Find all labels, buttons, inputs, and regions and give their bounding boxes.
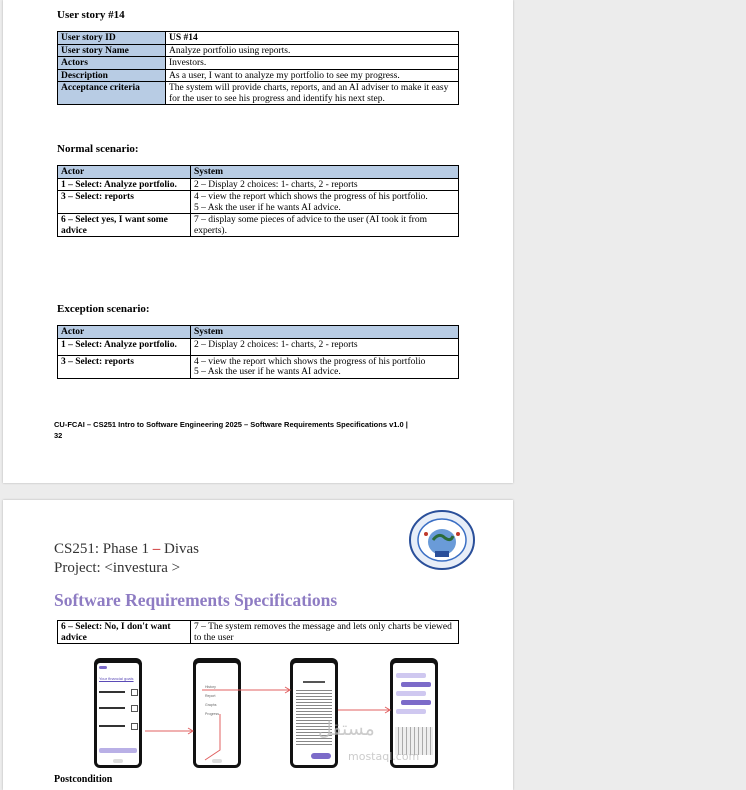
row-label: Description bbox=[58, 69, 166, 82]
col-system: System bbox=[191, 166, 459, 179]
watermark: مستقل bbox=[318, 718, 375, 740]
menu-item: History bbox=[205, 685, 216, 689]
system-cell: 7 – display some pieces of advice to the user (AI took it from experts). bbox=[191, 214, 459, 237]
row-label: Actors bbox=[58, 57, 166, 70]
system-cell: 7 – The system removes the message and lets only charts be viewed to the user bbox=[191, 621, 459, 644]
col-actor: Actor bbox=[58, 166, 191, 179]
menu-item: Progress bbox=[205, 712, 220, 716]
actor-cell: 3 – Select: reports bbox=[58, 191, 191, 214]
user-story-heading: User story #14 bbox=[57, 9, 125, 21]
project-name: Project: <investura > bbox=[54, 560, 181, 576]
row-value: Investors. bbox=[166, 57, 459, 70]
phase-suffix: Divas bbox=[160, 541, 200, 557]
row-value: Analyze portfolio using reports. bbox=[166, 44, 459, 57]
actor-cell: 3 – Select: reports bbox=[58, 355, 191, 378]
system-cell: 4 – view the report which shows the progress of his portfolio 5 – Ask the user if he wants AI advice. bbox=[191, 355, 459, 378]
system-cell: 2 – Display 2 choices: 1- charts, 2 - reports bbox=[191, 338, 459, 355]
actor-cell: 6 – Select yes, I want some advice bbox=[58, 214, 191, 237]
col-system: System bbox=[191, 326, 459, 339]
row-value: US #14 bbox=[166, 32, 459, 45]
col-actor: Actor bbox=[58, 326, 191, 339]
phase-prefix: CS251: Phase 1 bbox=[54, 541, 153, 557]
postcondition-heading: Postcondition bbox=[54, 774, 113, 785]
actor-cell: 1 – Select: Analyze portfolio. bbox=[58, 338, 191, 355]
row-label: Acceptance criteria bbox=[58, 82, 166, 105]
row-value: As a user, I want to analyze my portfolio to see my progress. bbox=[166, 69, 459, 82]
financial-goals-link: Your financial goals bbox=[99, 676, 134, 681]
watermark-url: mostaql.com bbox=[348, 750, 420, 763]
phase-dash: – bbox=[152, 541, 161, 557]
row-value: The system will provide charts, reports, and an AI adviser to make it easy for the user to see his progress and identify his next step. bbox=[166, 82, 459, 105]
actor-cell: 6 – Select: No, I don't want advice bbox=[58, 621, 191, 644]
menu-item: Graphs bbox=[205, 703, 217, 707]
menu-item: Report bbox=[205, 694, 216, 698]
system-cell: 4 – view the report which shows the progress of his portfolio. 5 – Ask the user if he wants AI advice. bbox=[191, 191, 459, 214]
row-label: User story Name bbox=[58, 44, 166, 57]
footer-text: CU-FCAI – CS251 Intro to Software Engineering 2025 – Software Requirements Specifications v1.0 | bbox=[54, 420, 408, 429]
srs-title: Software Requirements Specifications bbox=[54, 590, 338, 610]
actor-cell: 1 – Select: Analyze portfolio. bbox=[58, 178, 191, 191]
normal-scenario-heading: Normal scenario: bbox=[57, 143, 139, 155]
exception-scenario-heading: Exception scenario: bbox=[57, 303, 150, 315]
system-cell: 2 – Display 2 choices: 1- charts, 2 - reports bbox=[191, 178, 459, 191]
row-label: User story ID bbox=[58, 32, 166, 45]
footer-page-number: 32 bbox=[54, 431, 63, 440]
